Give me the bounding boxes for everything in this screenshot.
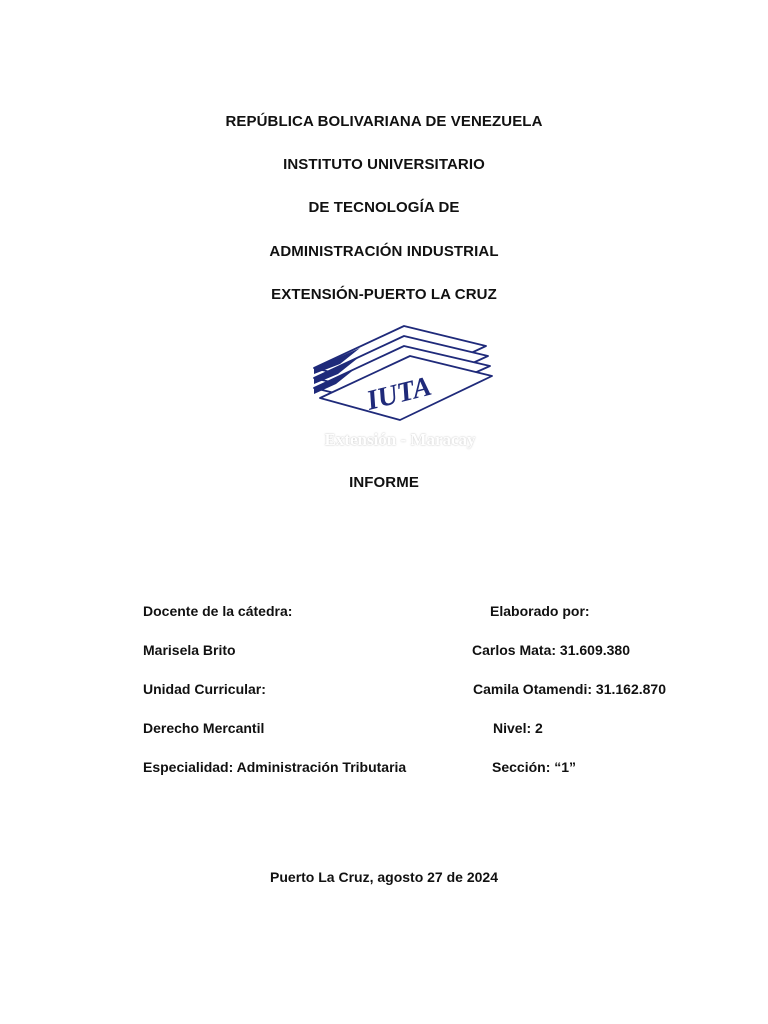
logo-subtitle: Extensión - Maracay [324, 430, 476, 449]
header-country: REPÚBLICA BOLIVARIANA DE VENEZUELA [225, 113, 543, 130]
especialidad: Especialidad: Administración Tributaria [143, 759, 407, 775]
header-technology: DE TECNOLOGÍA DE [308, 199, 460, 216]
unidad-label: Unidad Curricular: [143, 681, 266, 697]
nivel: Nivel: 2 [493, 720, 543, 736]
docente-name: Marisela Brito [143, 642, 236, 658]
document-title: INFORME [349, 474, 419, 491]
docente-label: Docente de la cátedra: [143, 603, 293, 619]
header-institute: INSTITUTO UNIVERSITARIO [283, 156, 485, 173]
header-extension: EXTENSIÓN-PUERTO LA CRUZ [271, 286, 497, 303]
unidad-value: Derecho Mercantil [143, 720, 265, 736]
elaborado-label: Elaborado por: [490, 603, 590, 619]
place-date: Puerto La Cruz, agosto 27 de 2024 [270, 869, 498, 885]
logo-text: IUTA [363, 370, 435, 417]
seccion: Sección: “1” [492, 759, 577, 775]
author-2: Camila Otamendi: 31.162.870 [473, 681, 666, 697]
author-1: Carlos Mata: 31.609.380 [472, 642, 630, 658]
header-administration: ADMINISTRACIÓN INDUSTRIAL [269, 243, 499, 260]
